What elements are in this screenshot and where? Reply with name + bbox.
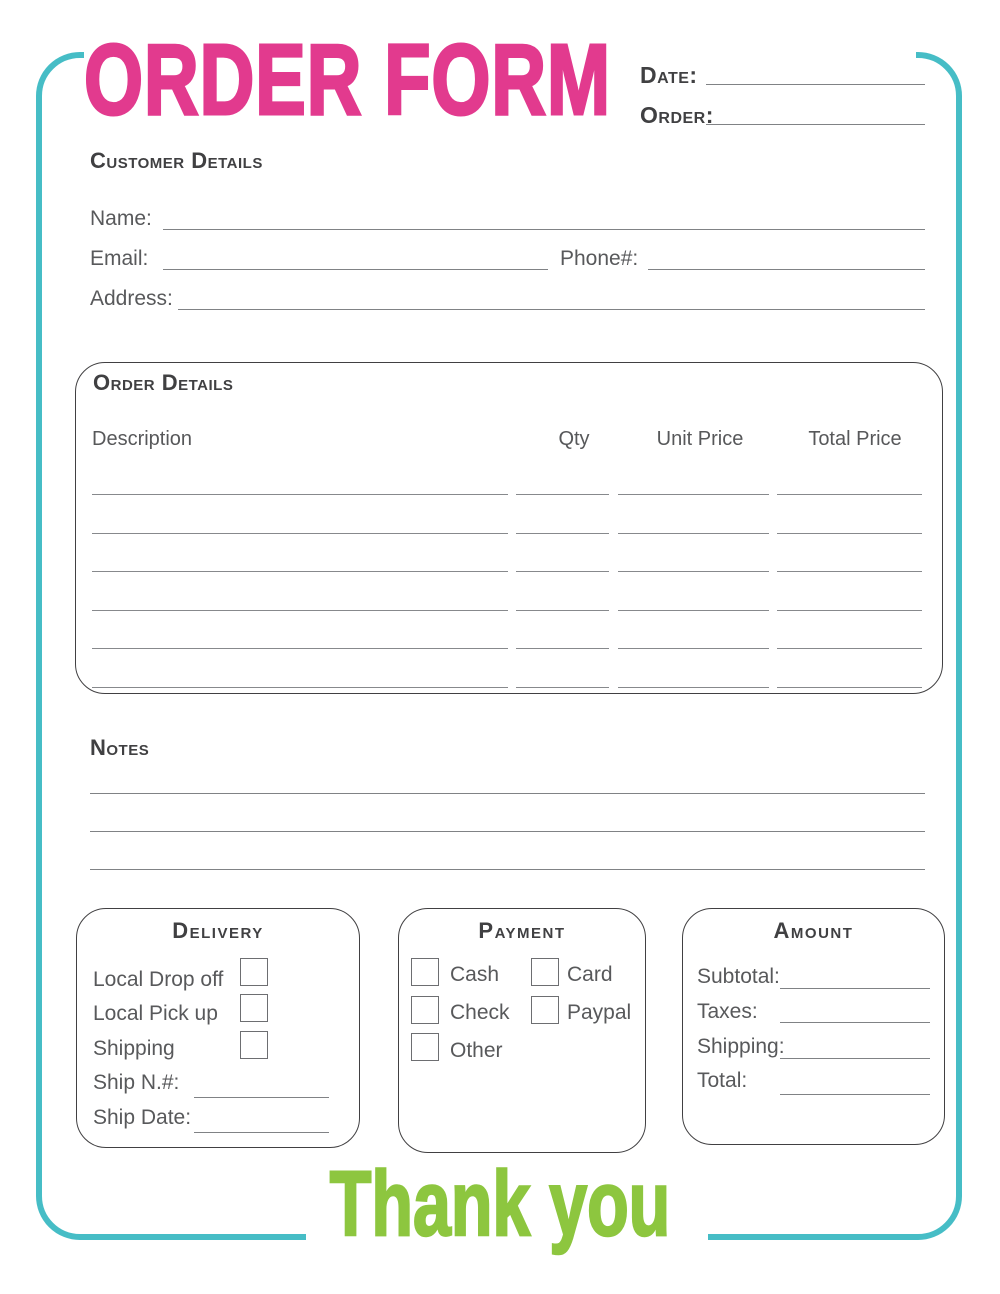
order-input-line[interactable]: [706, 124, 925, 125]
item-description-line[interactable]: [92, 571, 508, 572]
item-description-line[interactable]: [92, 610, 508, 611]
item-unit-price-line[interactable]: [618, 571, 769, 572]
item-qty-line[interactable]: [516, 687, 609, 688]
date-label: Date:: [640, 62, 698, 88]
item-qty-line[interactable]: [516, 494, 609, 495]
notes-line[interactable]: [90, 831, 925, 832]
shipping-amount-label: Shipping:: [697, 1035, 785, 1058]
check-checkbox[interactable]: [411, 996, 439, 1024]
subtotal-label: Subtotal:: [697, 965, 780, 988]
phone-label: Phone#:: [560, 247, 639, 270]
item-unit-price-line[interactable]: [618, 494, 769, 495]
item-total-price-line[interactable]: [777, 494, 922, 495]
item-description-line[interactable]: [92, 494, 508, 495]
notes-heading: Notes: [90, 735, 150, 760]
ship-date-label: Ship Date:: [93, 1106, 192, 1129]
payment-option-label: Check: [450, 1001, 510, 1024]
item-total-price-line[interactable]: [777, 571, 922, 572]
phone-input-line[interactable]: [648, 269, 925, 270]
shipping-input-line[interactable]: [780, 1058, 930, 1059]
cash-checkbox[interactable]: [411, 958, 439, 986]
delivery-option-label: Shipping: [93, 1037, 175, 1060]
customer-details-heading: Customer Details: [90, 148, 263, 173]
column-header-description: Description: [92, 428, 193, 450]
order-details-box: [75, 362, 943, 694]
item-description-line[interactable]: [92, 533, 508, 534]
taxes-input-line[interactable]: [780, 1022, 930, 1023]
payment-heading: Payment: [478, 918, 566, 943]
item-total-price-line[interactable]: [777, 648, 922, 649]
item-qty-line[interactable]: [516, 648, 609, 649]
date-input-line[interactable]: [706, 84, 925, 85]
column-header-unit-price: Unit Price: [656, 428, 744, 450]
item-unit-price-line[interactable]: [618, 648, 769, 649]
ship-number-label: Ship N.#:: [93, 1071, 180, 1094]
page-title: ORDER FORM: [84, 24, 611, 136]
subtotal-input-line[interactable]: [780, 988, 930, 989]
column-header-qty: Qty: [558, 428, 590, 450]
order-details-heading: Order Details: [93, 370, 234, 395]
name-input-line[interactable]: [163, 229, 925, 230]
payment-box: [398, 908, 646, 1153]
total-input-line[interactable]: [780, 1094, 930, 1095]
name-label: Name:: [90, 207, 152, 230]
item-qty-line[interactable]: [516, 610, 609, 611]
item-total-price-line[interactable]: [777, 533, 922, 534]
item-unit-price-line[interactable]: [618, 533, 769, 534]
notes-line[interactable]: [90, 793, 925, 794]
address-input-line[interactable]: [178, 309, 925, 310]
ship-number-input-line[interactable]: [194, 1097, 329, 1098]
payment-option-label: Paypal: [567, 1001, 632, 1024]
delivery-option-label: Local Pick up: [93, 1002, 218, 1025]
thank-you-text: Thank you: [329, 1153, 671, 1255]
delivery-option-label: Local Drop off: [93, 968, 224, 991]
address-label: Address:: [90, 287, 173, 310]
payment-option-label: Cash: [450, 963, 500, 986]
local-drop-off-checkbox[interactable]: [240, 958, 268, 986]
paypal-checkbox[interactable]: [531, 996, 559, 1024]
other-checkbox[interactable]: [411, 1033, 439, 1061]
item-unit-price-line[interactable]: [618, 687, 769, 688]
amount-heading: Amount: [773, 918, 854, 943]
local-pick-up-checkbox[interactable]: [240, 994, 268, 1022]
email-input-line[interactable]: [163, 269, 548, 270]
item-qty-line[interactable]: [516, 533, 609, 534]
card-checkbox[interactable]: [531, 958, 559, 986]
notes-line[interactable]: [90, 869, 925, 870]
item-total-price-line[interactable]: [777, 610, 922, 611]
payment-option-label: Card: [567, 963, 613, 986]
ship-date-input-line[interactable]: [194, 1132, 329, 1133]
item-unit-price-line[interactable]: [618, 610, 769, 611]
shipping-checkbox[interactable]: [240, 1031, 268, 1059]
email-label: Email:: [90, 247, 149, 270]
item-description-line[interactable]: [92, 648, 508, 649]
order-label: Order:: [640, 102, 714, 128]
payment-option-label: Other: [450, 1039, 503, 1062]
total-label: Total:: [697, 1069, 748, 1092]
delivery-heading: Delivery: [172, 918, 264, 943]
taxes-label: Taxes:: [697, 1000, 758, 1023]
item-total-price-line[interactable]: [777, 687, 922, 688]
column-header-total-price: Total Price: [808, 428, 902, 450]
item-qty-line[interactable]: [516, 571, 609, 572]
item-description-line[interactable]: [92, 687, 508, 688]
